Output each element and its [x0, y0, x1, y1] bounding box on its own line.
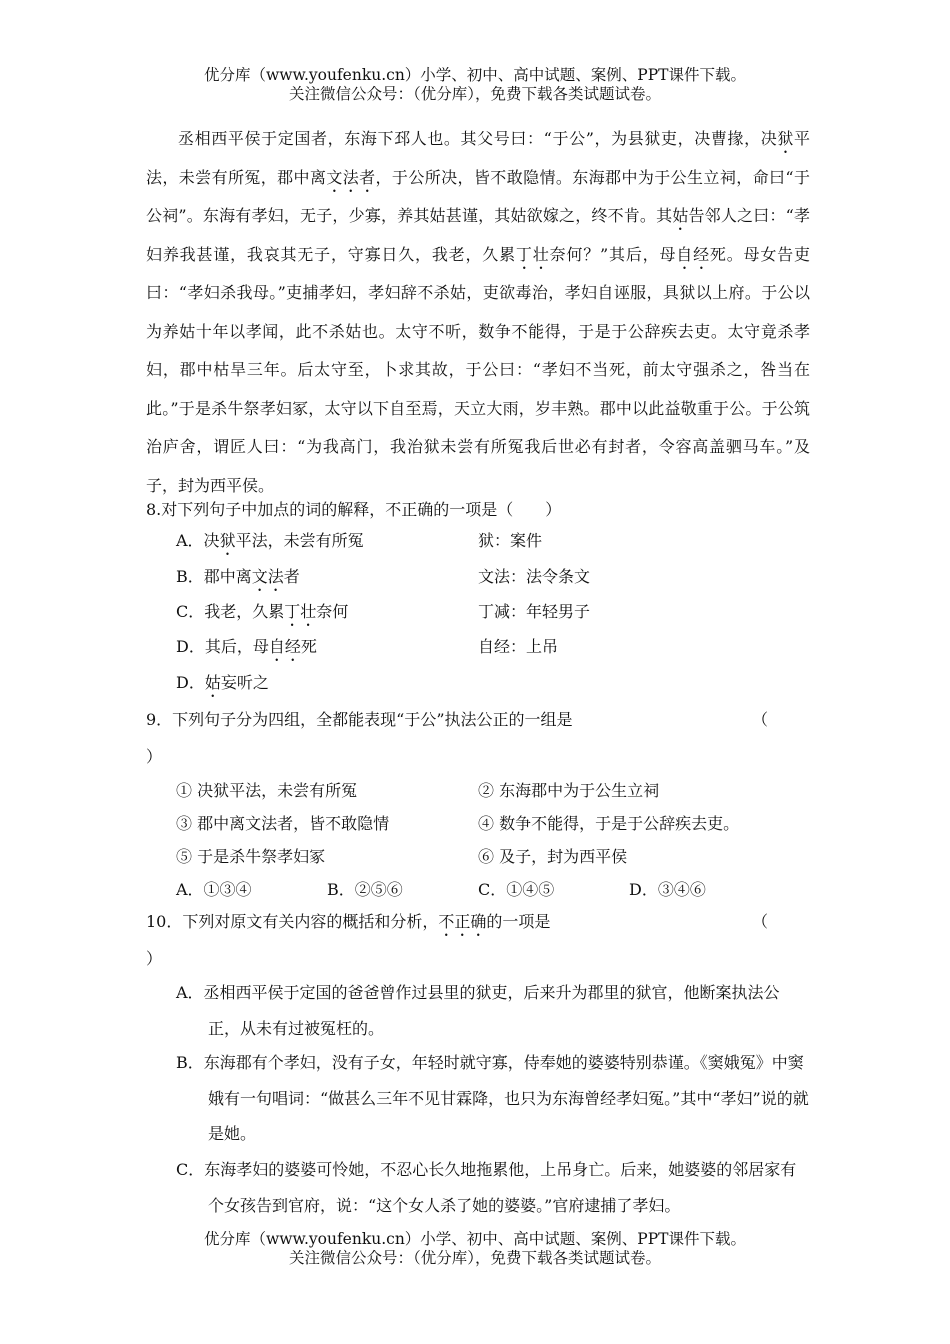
footer-banner [0, 1230, 950, 1268]
q10-option-c: C．东海孝妇的婆婆可怜她，不忍心长久地拖累他，上吊身亡。后来，她婆婆的邻居家有个女孩告到官府，说：“这个女人杀了她的婆婆。”官府逮捕了孝妇。 [176, 1160, 797, 1215]
q8-option-c-gloss: 丁减：年轻男子 [478, 602, 591, 621]
q10-answer-paren-open: （ [752, 912, 769, 931]
q8-option-d-gloss: 自经：上吊 [478, 637, 559, 656]
q8-option-d: D．其后，母自经死 [176, 637, 317, 656]
q9-item-5: ⑤ 于是杀牛祭孝妇冢 [176, 847, 326, 866]
q9-item-6: ⑥ 及子，封为西平侯 [478, 847, 628, 866]
q10-answer-paren-close: ） [146, 949, 163, 968]
q8-option-a: A．决狱平法，未尝有所冤 [176, 531, 364, 550]
q8-option-c: C．我老，久累丁壮奈何 [176, 602, 349, 621]
classical-passage [146, 120, 810, 505]
dotted-word-gu: 姑 [672, 206, 689, 225]
header-banner [0, 66, 950, 104]
dotted-word-dingzhuang: 丁壮 [515, 244, 550, 264]
q9-item-2: ② 东海郡中为于公生立祠 [478, 781, 660, 800]
q10-option-a: A．丞相西平侯于定国的爸爸曾作过县里的狱吏，后来升为郡里的狱官，他断案执法公正，从未有过被冤枉的。 [176, 983, 780, 1038]
q8-option-b: B．郡中离文法者 [176, 567, 300, 586]
q8-option-e: D．姑妄听之 [176, 673, 269, 692]
question-8-stem: 8.对下列句子中加点的词的解释，不正确的一项是（ ） [146, 500, 562, 519]
q9-item-4: ④ 数争不能得，于是于公辞疾去吏。 [478, 814, 740, 833]
banner-line-1: 优分库（www.youfenku.cn）小学、初中、高中试题、案例、PPT课件下载。 [203, 1230, 747, 1248]
q9-choice-c: C．①④⑤ [478, 880, 555, 899]
q9-item-1: ① 决狱平法，未尝有所冤 [176, 781, 358, 800]
q9-choice-d: D．③④⑥ [629, 880, 706, 899]
banner-line-2: 关注微信公众号：（优分库），免费下载各类试题试卷。 [288, 85, 661, 103]
q9-choice-b: B．②⑤⑥ [327, 880, 403, 899]
dotted-word-wenfa: 文法者 [326, 167, 376, 187]
q8-option-a-gloss: 狱：案件 [478, 531, 543, 550]
q9-choice-a: A．①③④ [176, 880, 252, 899]
dotted-word-yu: 狱 [777, 129, 794, 148]
question-9-stem: 9．下列句子分为四组，全都能表现“于公”执法公正的一组是 [146, 710, 573, 729]
passage-paragraph: 丞相西平侯于定国者，东海下邳人也。其父号曰：“于公”，为县狱吏，决曹掾，决狱平法，未尝有所冤，郡中离文法者，于公所决，皆不敢隐情。东海郡中为于公生立祠，命曰“于公祠”。东海有孝妇，无子，少寡，养其姑甚谨，其姑欲嫁之，终不肯。其姑告邻人之曰：“孝妇养我甚谨，我哀其无子，守寡日久，我老，久累丁壮奈何？”其后，母自经死。母女告吏曰：“孝妇杀我母。”吏捕孝妇，孝妇辞不杀姑，吏欲毒治，孝妇自诬服，具狱以上府。于公以为养姑十年以孝闻，此不杀姑也。太守不听，数争不能得，于是于公辞疾去吏。太守竟杀孝妇，郡中枯旱三年。后太守至，卜求其故，于公曰：“孝妇不当死，前太守强杀之，咎当在此。”于是杀牛祭孝妇冢，太守以下自至焉，天立大雨，岁丰熟。郡中以此益敬重于公。于公筑治庐舍，谓匠人曰：“为我高门，我治狱未尝有所冤我后世必有封者，令容高盖驷马车。”及子，封为西平侯。 [146, 129, 810, 495]
q8-option-b-gloss: 文法：法令条文 [478, 567, 591, 586]
question-10-stem: 10．下列对原文有关内容的概括和分析，不正确的一项是 [146, 912, 551, 931]
q10-option-b: B．东海郡有个孝妇，没有子女，年轻时就守寡，侍奉她的婆婆特别恭谨。《窦娥冤》中窦娥有一句唱词：“做甚么三年不见甘霖降，也只为东海曾经孝妇冤。”其中“孝妇”说的就是她。 [176, 1053, 809, 1143]
q9-answer-paren-open: （ [752, 710, 769, 729]
q9-item-3: ③ 郡中离文法者，皆不敢隐情 [176, 814, 390, 833]
banner-line-1: 优分库（www.youfenku.cn）小学、初中、高中试题、案例、PPT课件下载。 [203, 66, 747, 84]
dotted-word-zijing: 自经 [676, 244, 710, 264]
banner-line-2: 关注微信公众号：（优分库），免费下载各类试题试卷。 [288, 1249, 661, 1267]
q9-answer-paren-close: ） [146, 747, 163, 766]
